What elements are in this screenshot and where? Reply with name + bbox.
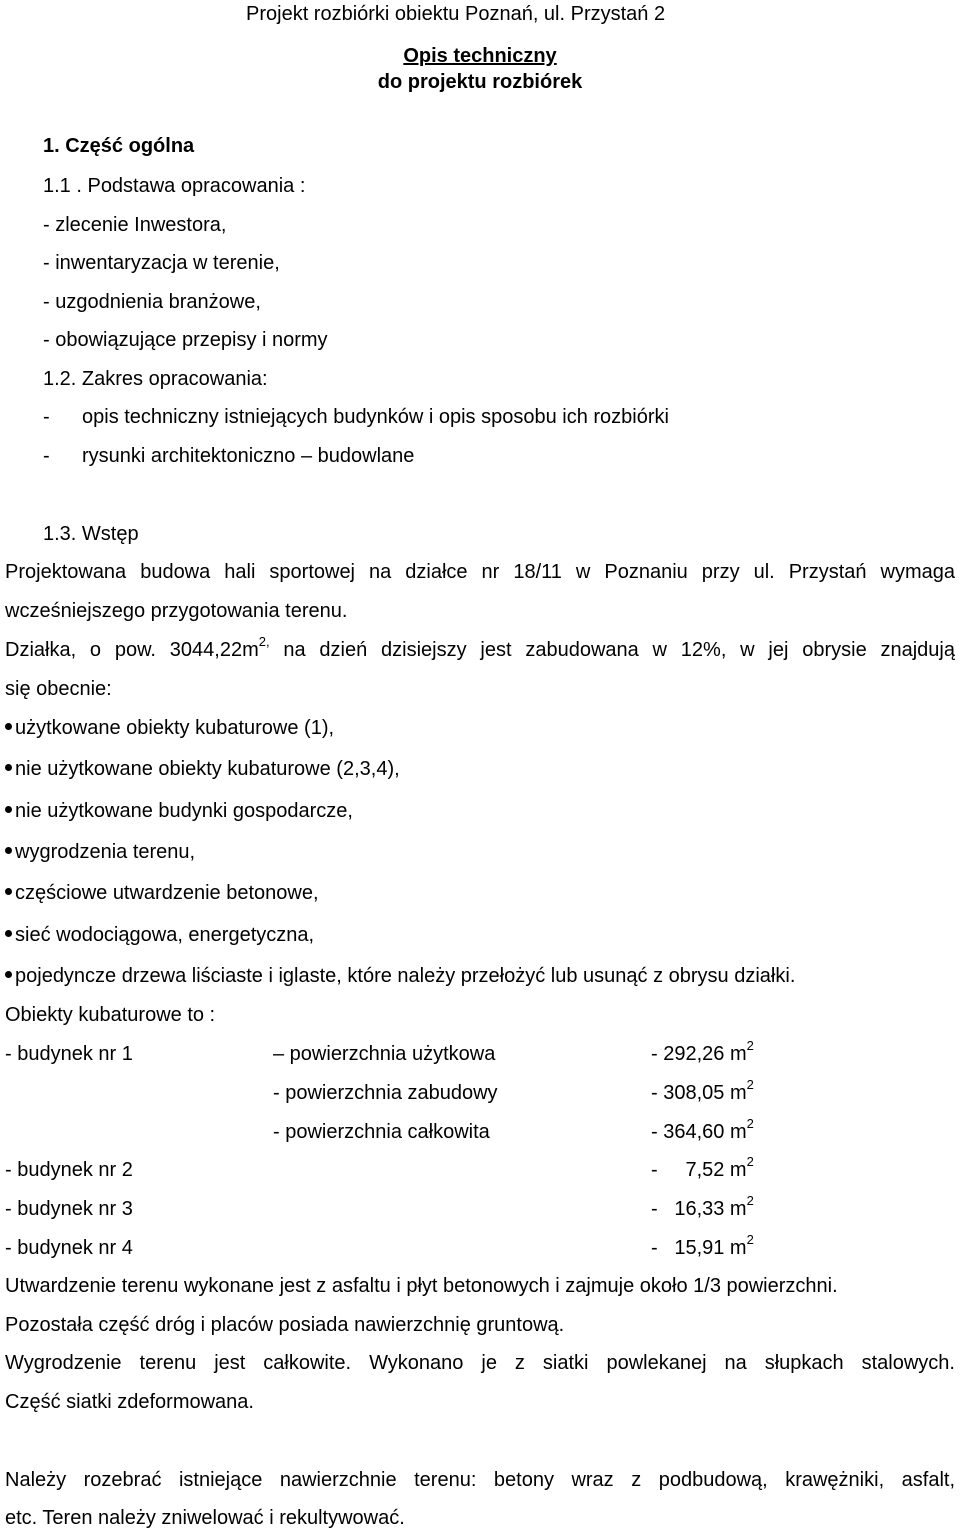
bullet-icon <box>5 764 12 771</box>
list-item-dash: - <box>43 406 50 428</box>
object-value: - 7,52 $m^2$ <box>651 1154 754 1181</box>
paragraph-line: Należy rozebrać istniejące nawierzchnie terenu: betony wraz z podbudową, krawężniki, asfalt, <box>5 1469 955 1491</box>
list-item: opis techniczny istniejących budynków i opis sposobu ich rozbiórki <box>82 406 669 428</box>
bullet-icon <box>5 806 12 813</box>
object-value: - 308,05 $m^2$ <box>651 1077 754 1104</box>
object-desc: - powierzchnia zabudowy <box>273 1082 498 1104</box>
document-subtitle: do projektu rozbiórek <box>377 71 583 93</box>
list-item: - obowiązujące przepisy i normy <box>43 329 328 351</box>
paragraph-line: Projektowana budowa hali sportowej na działce nr 18/11 w Poznaniu przy ul. Przystań wymaga <box>5 561 955 583</box>
object-label: - budynek nr 2 <box>5 1159 133 1181</box>
bullet-icon <box>5 971 12 978</box>
bullet-item: użytkowane obiekty kubaturowe (1), <box>5 716 334 740</box>
list-item: - zlecenie Inwestora, <box>43 214 227 236</box>
subsection-heading: 1.1 . Podstawa opracowania : <box>43 175 306 197</box>
bullet-item: pojedyncze drzewa liściaste i iglaste, które należy przełożyć lub usunąć z obrysu działki. <box>5 964 795 988</box>
section-heading: 1. Część ogólna <box>43 135 195 157</box>
object-value: - 364,60 $m^2$ <box>651 1116 754 1143</box>
object-value: - 292,26 $m^2$ <box>651 1038 754 1065</box>
bullet-item: nie użytkowane budynki gospodarcze, <box>5 799 353 823</box>
list-item-dash: - <box>43 445 50 467</box>
object-label: - budynek nr 3 <box>5 1198 133 1220</box>
object-label: - budynek nr 4 <box>5 1237 133 1259</box>
list-item: - inwentaryzacja w terenie, <box>43 252 280 274</box>
paragraph-line: się obecnie: <box>5 678 112 700</box>
bullet-item: sieć wodociągowa, energetyczna, <box>5 923 314 947</box>
list-item: - uzgodnienia branżowe, <box>43 291 261 313</box>
bullet-icon <box>5 847 12 854</box>
subsection-heading: 1.2. Zakres opracowania: <box>43 368 268 390</box>
document-title: Opis techniczny <box>403 45 557 67</box>
paragraph-line: Wygrodzenie terenu jest całkowite. Wykonano je z siatki powlekanej na słupkach stalowych. <box>5 1352 955 1374</box>
object-desc: – powierzchnia użytkowa <box>273 1043 496 1065</box>
object-value: - 16,33 $m^2$ <box>651 1193 754 1220</box>
bullet-icon <box>5 930 12 937</box>
bullet-item: wygrodzenia terenu, <box>5 840 195 864</box>
bullet-item: nie użytkowane obiekty kubaturowe (2,3,4), <box>5 757 400 781</box>
bullet-item: częściowe utwardzenie betonowe, <box>5 881 319 905</box>
list-item: rysunki architektoniczno – budowlane <box>82 445 415 467</box>
bullet-icon <box>5 888 12 895</box>
document-header: Projekt rozbiórki obiektu Poznań, ul. Przystań 2 <box>246 3 666 25</box>
paragraph-line: Pozostała część dróg i placów posiada nawierzchnię gruntową. <box>5 1314 565 1336</box>
paragraph-line: Działka, o pow. $3044,22m^{2,}$ na dzień dzisiejszy jest zabudowana w 12%, w jej obrysie znajdują <box>5 634 955 661</box>
object-value: - 15,91 $m^2$ <box>651 1232 754 1259</box>
object-desc: - powierzchnia całkowita <box>273 1121 490 1143</box>
paragraph-line: Część siatki zdeformowana. <box>5 1391 254 1413</box>
bullet-icon <box>5 723 12 730</box>
object-label: - budynek nr 1 <box>5 1043 133 1065</box>
paragraph-line: wcześniejszego przygotowania terenu. <box>5 600 348 622</box>
paragraph-line: etc. Teren należy zniwelować i rekultywować. <box>5 1507 405 1529</box>
objects-intro: Obiekty kubaturowe to : <box>5 1004 216 1026</box>
subsection-heading: 1.3. Wstęp <box>43 523 139 545</box>
paragraph-line: Utwardzenie terenu wykonane jest z asfaltu i płyt betonowych i zajmuje około 1/3 powierzchni. <box>5 1275 838 1297</box>
